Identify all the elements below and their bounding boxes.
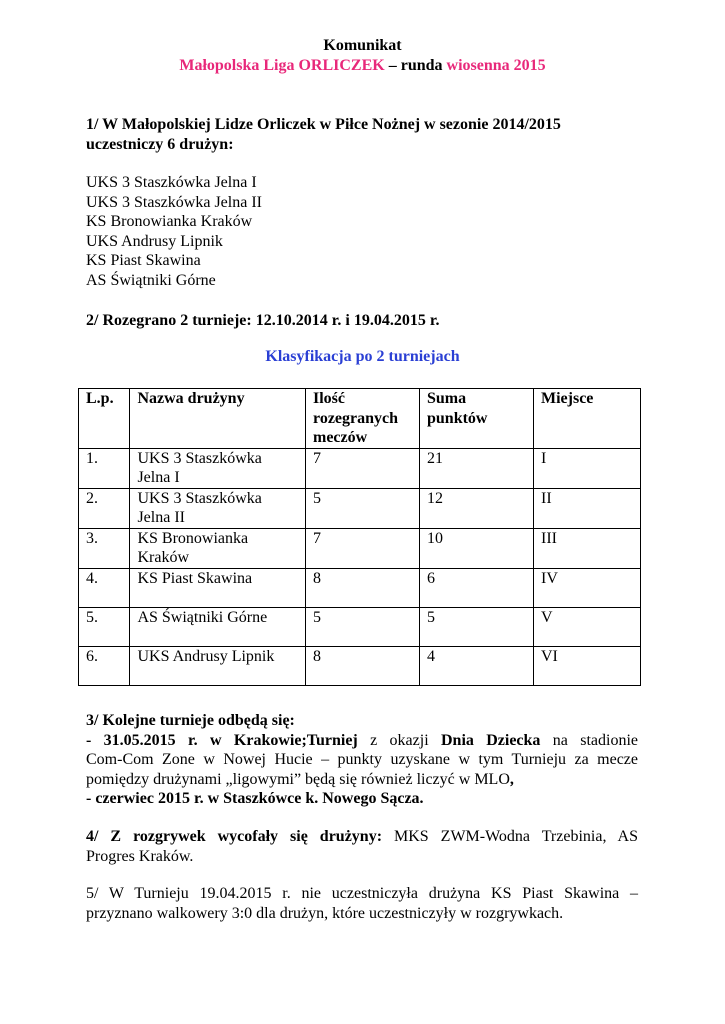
cell-points: 12	[420, 488, 534, 528]
cell-matches: 7	[306, 448, 420, 488]
team-list-item: AS Świątniki Górne	[86, 271, 216, 289]
header-team-name: Nazwa drużyny	[130, 389, 306, 449]
team-list-item: KS Bronowianka Kraków	[86, 213, 253, 230]
cell-matches: 5	[306, 488, 420, 528]
table-row	[79, 488, 641, 528]
section5-line2: przyznano walkowery 3:0 dla drużyn, które uczestniczyły w rozgrywkach.	[86, 904, 564, 922]
header-lp: L.p.	[79, 389, 130, 449]
section-walkover	[86, 884, 638, 923]
table-row	[79, 448, 641, 488]
section3-item1-line2: Com-Com Zone w Nowej Hucie – punkty uzyskane w tym Turnieju za mecze	[86, 751, 638, 768]
cell-points: 10	[420, 528, 534, 568]
classification-title: Klasyfikacja po 2 turniejach	[265, 348, 460, 365]
section3-item1-line3: pomiędzy drużynami „ligowymi” będą się również liczyć w MLO,	[86, 770, 514, 788]
subtitle-dash: – runda	[384, 56, 447, 74]
section-withdrawn-teams	[86, 827, 638, 866]
team-list-item: KS Piast Skawina	[86, 252, 201, 269]
table-row	[79, 607, 641, 646]
cell-points: 4	[420, 646, 534, 685]
cell-place: VI	[534, 646, 641, 685]
cell-place: IV	[534, 568, 641, 607]
document-subtitle	[0, 56, 725, 76]
section-tournaments-played: 2/ Rozegrano 2 turnieje: 12.10.2014 r. i 19.04.2015 r.	[86, 312, 440, 329]
cell-team-name: UKS 3 Staszkówka Jelna II	[130, 488, 306, 528]
team-list-item: UKS Andrusy Lipnik	[86, 232, 223, 250]
section3-item2: - czerwiec 2015 r. w Staszkówce k. Nowego Sącza.	[86, 790, 424, 807]
team-list-item: UKS 3 Staszkówka Jelna I	[86, 174, 257, 191]
section-upcoming-tournaments	[86, 711, 638, 809]
title-block	[0, 36, 725, 75]
team-list-item: UKS 3 Staszkówka Jelna II	[86, 193, 262, 211]
cell-team-name: UKS Andrusy Lipnik	[130, 646, 306, 685]
section3-heading: 3/ Kolejne turnieje odbędą się:	[86, 712, 295, 729]
cell-place: V	[534, 607, 641, 646]
team-list	[86, 173, 646, 290]
cell-lp: 1.	[79, 448, 130, 488]
cell-place: I	[534, 448, 641, 488]
cell-points: 21	[420, 448, 534, 488]
section3-item1-line1: - 31.05.2015 r. w Krakowie;Turniej z okazji Dnia Dziecka na stadionie	[86, 731, 638, 749]
cell-points: 6	[420, 568, 534, 607]
cell-points: 5	[420, 607, 534, 646]
cell-matches: 7	[306, 528, 420, 568]
league-name: Małopolska Liga ORLICZEK	[179, 56, 385, 74]
cell-matches: 5	[306, 607, 420, 646]
cell-lp: 4.	[79, 568, 130, 607]
section1-line1: 1/ W Małopolskiej Lidze Orliczek w Piłce Nożnej w sezonie 2014/2015	[86, 116, 561, 133]
header-matches: Ilość rozegranych meczów	[306, 389, 420, 449]
cell-lp: 3.	[79, 528, 130, 568]
document-title: Komunikat	[323, 37, 402, 54]
cell-team-name: UKS 3 Staszkówka Jelna I	[130, 448, 306, 488]
section4-line2: Progres Kraków.	[86, 847, 194, 865]
header-place: Miejsce	[534, 389, 641, 449]
cell-team-name: KS Piast Skawina	[130, 568, 306, 607]
table-row	[79, 528, 641, 568]
cell-lp: 2.	[79, 488, 130, 528]
classification-table	[78, 388, 641, 686]
table-header-row	[79, 389, 641, 449]
cell-team-name: KS Bronowianka Kraków	[130, 528, 306, 568]
season-name: wiosenna 2015	[446, 56, 546, 74]
section1-line2: uczestniczy 6 drużyn:	[86, 135, 234, 153]
section5-line1: 5/ W Turnieju 19.04.2015 r. nie uczestniczyła drużyna KS Piast Skawina –	[86, 885, 638, 902]
cell-lp: 5.	[79, 607, 130, 646]
cell-team-name: AS Świątniki Górne	[130, 607, 306, 646]
table-row	[79, 568, 641, 607]
cell-place: II	[534, 488, 641, 528]
cell-matches: 8	[306, 646, 420, 685]
cell-matches: 8	[306, 568, 420, 607]
cell-lp: 6.	[79, 646, 130, 685]
cell-place: III	[534, 528, 641, 568]
table-row	[79, 646, 641, 685]
header-points: Suma punktów	[420, 389, 534, 449]
section4-line1: 4/ Z rozgrywek wycofały się drużyny: MKS ZWM-Wodna Trzebinia, AS	[86, 828, 639, 845]
section-participants	[86, 115, 646, 154]
